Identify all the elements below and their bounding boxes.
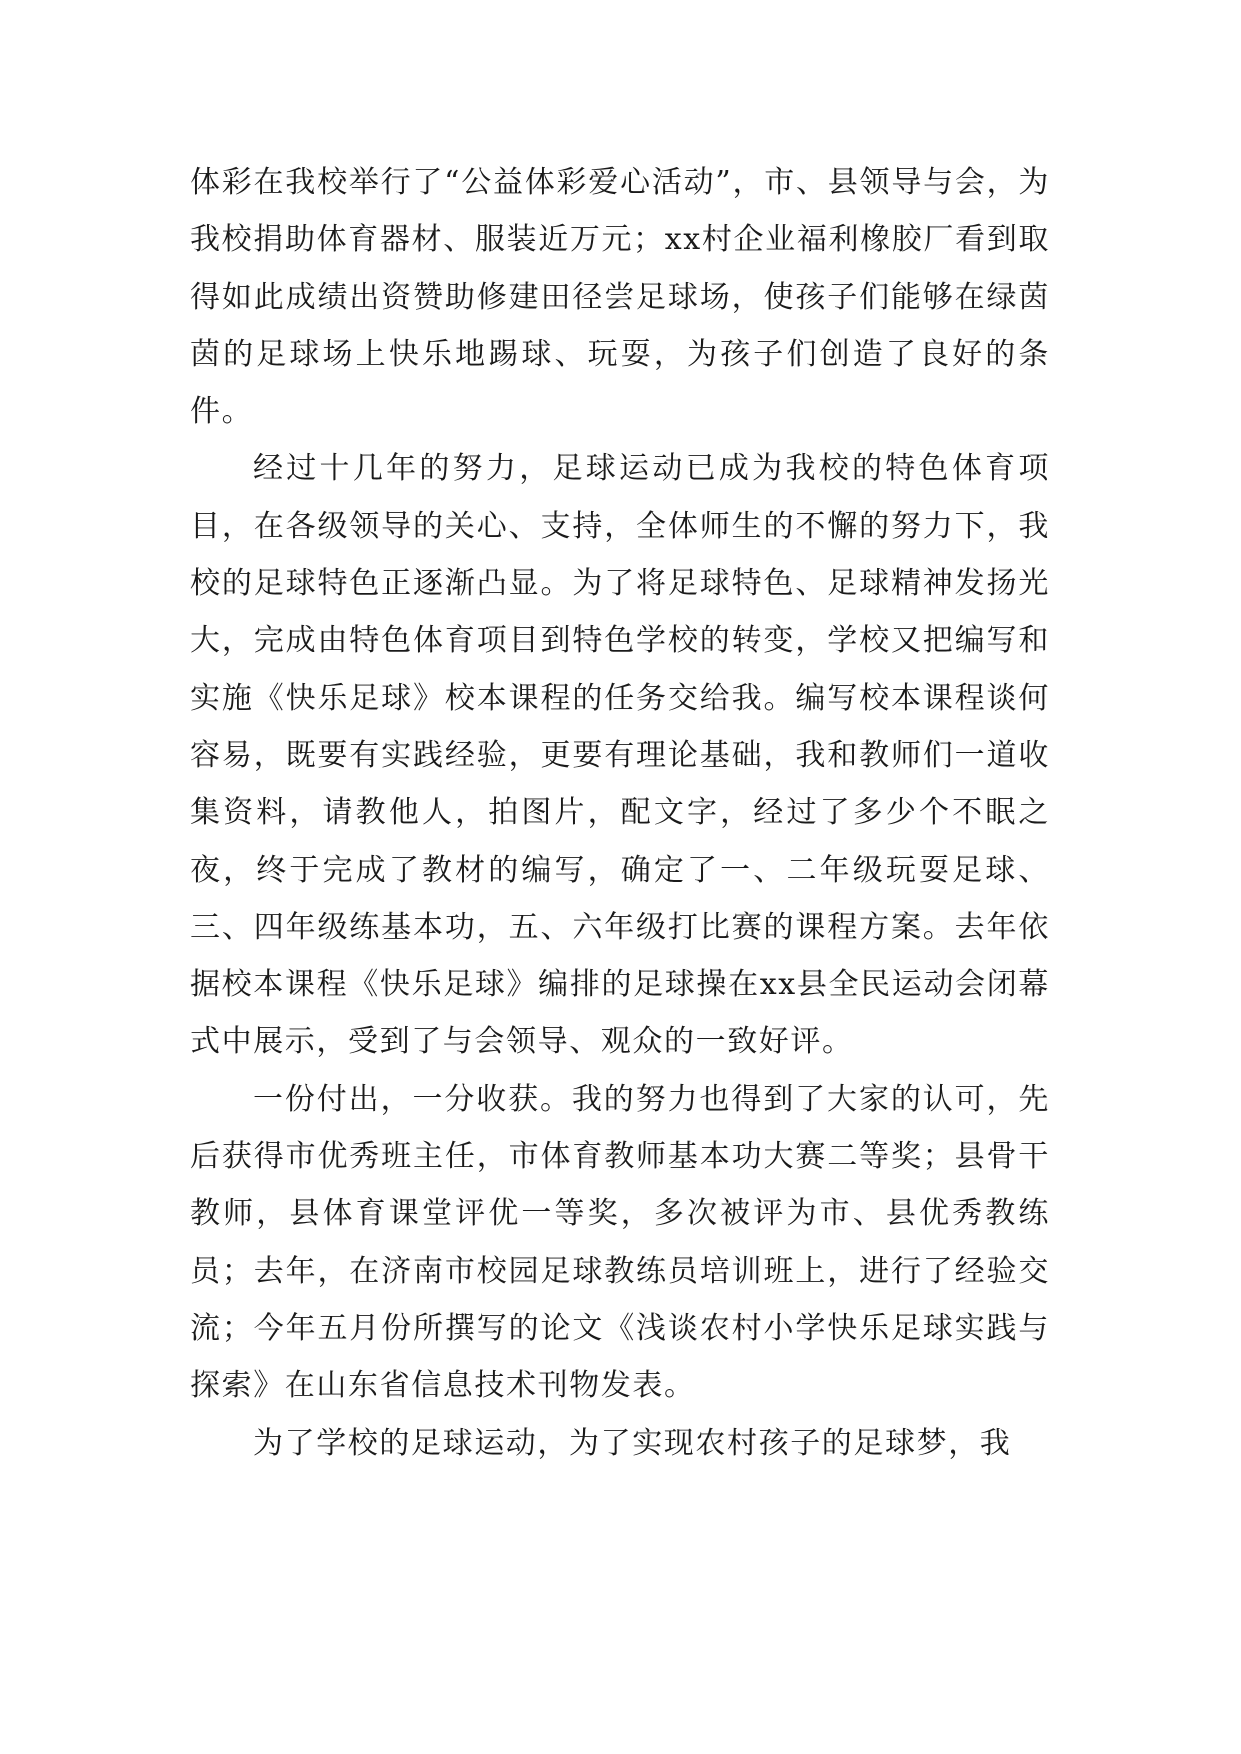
paragraph: 经过十几年的努力，足球运动已成为我校的特色体育项目，在各级领导的关心、支持，全体师生的不懈的努力下，我校的足球特色正逐渐凸显。为了将足球特色、足球精神发扬光大，完成由特色体育项目到特色学校的转变，学校又把编写和实施《快乐足球》校本课程的任务交给我。编写校本课程谈何容易，既要有实践经验，更要有理论基础，我和教师们一道收集资料，请教他人，拍图片，配文字，经过了多少个不眠之夜，终于完成了教材的编写，确定了一、二年级玩耍足球、三、四年级练基本功，五、六年级打比赛的课程方案。去年依据校本课程《快乐足球》编排的足球操在xx县全民运动会闭幕式中展示，受到了与会领导、观众的一致好评。 bbox=[190, 451, 1050, 1060]
paragraph: 一份付出，一分收获。我的努力也得到了大家的认可，先后获得市优秀班主任，市体育教师基本功大赛二等奖；县骨干教师，县体育课堂评优一等奖，多次被评为市、县优秀教练员；去年，在济南市校园足球教练员培训班上，进行了经验交流；今年五月份所撰写的论文《浅谈农村小学快乐足球实践与探索》在山东省信息技术刊物发表。 bbox=[190, 1081, 1050, 1404]
paragraph: 体彩在我校举行了“公益体彩爱心活动”，市、县领导与会，为我校捐助体育器材、服装近万元；xx村企业福利橡胶厂看到取得如此成绩出资赞助修建田径尝足球场，使孩子们能够在绿茵茵的足球场上快乐地踢球、玩耍，为孩子们创造了良好的条件。 bbox=[190, 165, 1050, 430]
body-text bbox=[190, 154, 1050, 1472]
paragraph: 为了学校的足球运动，为了实现农村孩子的足球梦，我 bbox=[253, 1425, 1012, 1461]
